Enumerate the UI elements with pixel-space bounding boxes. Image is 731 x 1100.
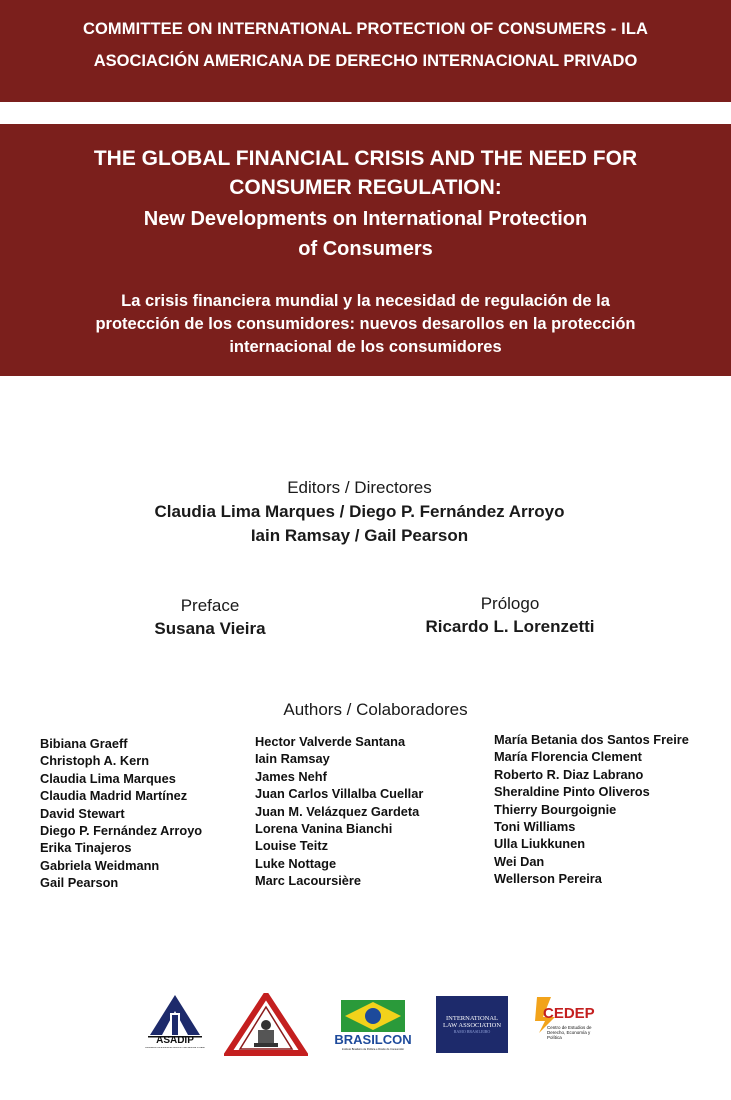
author: Thierry Bourgoignie [494,801,617,817]
author: Wei Dan [494,853,545,869]
ila-line1: INTERNATIONAL [446,1015,498,1022]
author: Marc Lacoursière [255,873,361,889]
prologo-label: Prólogo [480,594,540,613]
author: Hector Valverde Santana [255,734,406,749]
preface-label: Preface [180,596,240,615]
subtitle: New Developments on International Protection of Consumers [143,208,588,260]
seal-emblem-icon [224,993,308,1059]
author: Ulla Liukkunen [494,836,586,852]
association-line: ASOCIACIÓN AMERICANA DE DERECHO INTERNACIONAL PRIVADO [93,52,638,70]
asadip-caption: Asociación Americana de Derecho Internacional Privado [145,1047,205,1049]
prologo-name: Ricardo L. Lorenzetti [425,617,595,636]
author: Bibiana Graeff [40,736,128,751]
author: Roberto R. Diaz Labrano [494,766,644,782]
editors-line1: Claudia Lima Marques / Diego P. Fernández Arroyo [154,502,565,521]
preface-section [130,596,290,639]
brasilcon-logo [333,998,413,1056]
main-title: THE GLOBAL FINANCIAL CRISIS AND THE NEED FOR CONSUMER REGULATION: [93,147,638,199]
author: Christoph A. Kern [40,753,150,769]
asadip-name: ASADIP [156,1035,194,1046]
title-band [0,124,731,376]
author: Juan M. Velázquez Gardeta [255,803,420,819]
authors-column-1 [40,735,202,892]
author: María Betania dos Santos Freire [494,732,689,747]
author: Sheraldine Pinto Oliveros [494,784,650,800]
cedep-logo [533,993,599,1053]
preface-name: Susana Vieira [154,619,266,638]
authors-column-3 [494,731,689,888]
seal-logo [224,993,308,1059]
brazil-flag-icon [333,998,413,1034]
ila-line2: LAW ASSOCIATION [442,1022,502,1029]
ila-logo [436,996,508,1053]
author: Louise Teitz [255,838,328,854]
editors-section [0,478,731,546]
author: María Florencia Clement [494,749,642,765]
brasilcon-caption: Instituto Brasileiro de Política e Direito do Consumidor [341,1048,405,1051]
author: Diego P. Fernández Arroyo [40,823,203,839]
author: Claudia Madrid Martínez [40,788,188,804]
author: Lorena Vanina Bianchi [255,821,393,837]
cedep-caption: Centro de Estudios de Derecho, Economía y Política [547,1025,592,1040]
author: Juan Carlos Villalba Cuellar [255,786,424,802]
spanish-title: La crisis financiera mundial y la necesidad de regulación de la protección de los consumidores: nuevos desarollos en la protección internacional de los consumidores [95,292,636,356]
cedep-name: CEDEP [543,1005,595,1022]
prologo-section [400,594,620,637]
author: Claudia Lima Marques [40,770,176,786]
authors-heading: Authors / Colaboradores [283,700,468,719]
editors-label: Editors / Directores [287,478,432,497]
author: Gabriela Weidmann [40,857,160,873]
author: James Nehf [255,768,327,784]
editors-line2: Iain Ramsay / Gail Pearson [250,526,469,545]
ila-line3: RAMO BRASILEIRO [453,1029,491,1034]
committee-line: COMMITTEE ON INTERNATIONAL PROTECTION OF CONSUMERS - ILA [82,20,649,38]
header-band [0,0,731,102]
author: Gail Pearson [40,875,119,891]
author: Wellerson Pereira [494,871,602,887]
asadip-logo [144,993,206,1055]
authors-column-2 [255,733,423,890]
brasilcon-name: BRASILCON [334,1032,412,1047]
author: Luke Nottage [255,855,337,871]
author: Iain Ramsay [255,751,330,767]
author: Toni Williams [494,819,576,835]
author: David Stewart [40,805,125,821]
author: Erika Tinajeros [40,840,132,856]
